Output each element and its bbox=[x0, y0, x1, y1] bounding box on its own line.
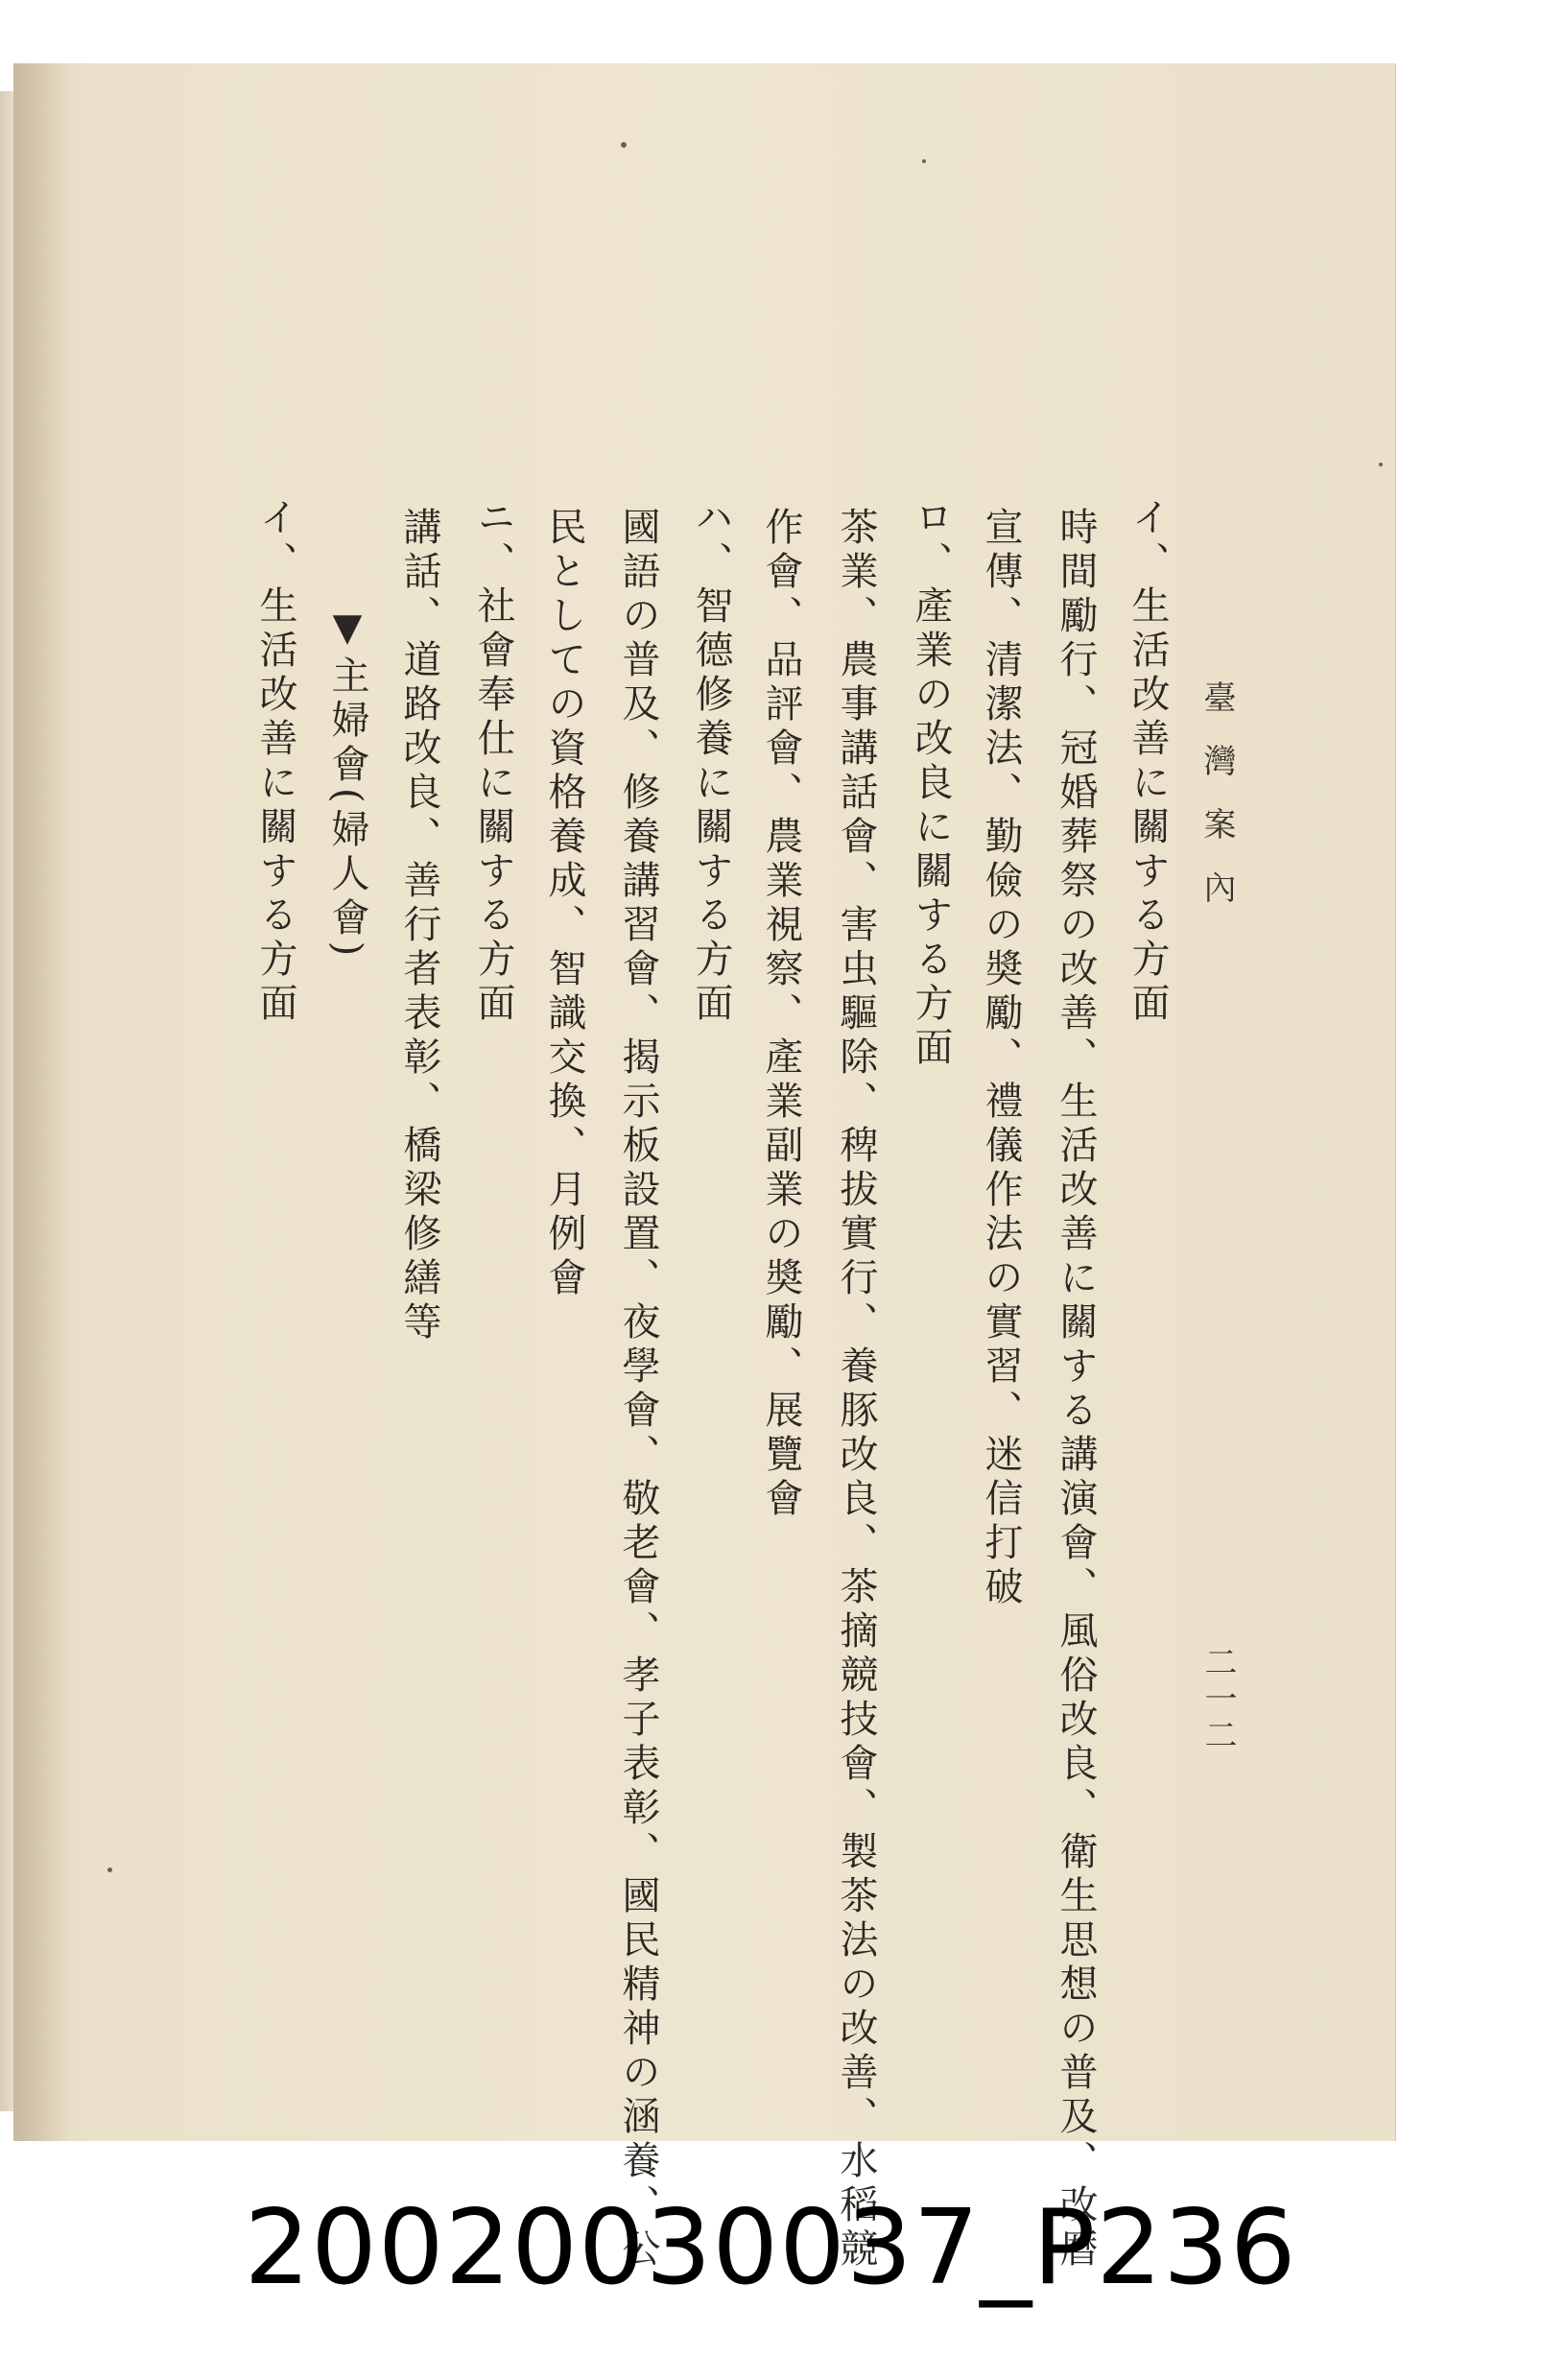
page-gutter-shadow bbox=[13, 63, 71, 2141]
section-heading-ni: ニ、社會奉仕に關する方面 bbox=[471, 497, 515, 1027]
print-speck bbox=[621, 142, 627, 148]
subsection-heading-housewives: ▼主婦會(婦人會) bbox=[325, 606, 369, 963]
text-column-7: 講話、道路改良、善行者表彰、橋梁修繕等 bbox=[397, 507, 441, 1345]
text-column-6: 民としての資格養成、智識交換、月例會 bbox=[542, 507, 586, 1301]
text-column-2: 宣傳、清潔法、勤儉の奬勵、禮儀作法の實習、迷信打破 bbox=[979, 507, 1023, 1610]
print-speck bbox=[107, 1868, 112, 1872]
section-heading-ro: ロ、產業の改良に關する方面 bbox=[909, 497, 953, 1071]
section-heading-i-2: イ、生活改善に關する方面 bbox=[253, 497, 297, 1027]
print-speck bbox=[922, 159, 926, 163]
page-number: 二一二 bbox=[1198, 1645, 1237, 1754]
text-column-3: 茶業、農事講話會、害虫驅除、稗拔實行、養豚改良、茶摘競技會、製茶法の改善、水稻競 bbox=[834, 507, 878, 2273]
running-header: 臺灣案內 bbox=[1197, 680, 1236, 934]
text-column-1: 時間勵行、冠婚葬祭の改善、生活改善に關する講演會、風俗改良、衛生思想の普及、改暦 bbox=[1054, 507, 1098, 2273]
section-heading-ha: ハ、智德修養に關する方面 bbox=[689, 497, 733, 1027]
print-speck bbox=[1379, 463, 1383, 466]
archive-id-label: 20020030037_P236 bbox=[244, 2188, 1297, 2308]
text-column-5: 國語の普及、修養講習會、揭示板設置、夜學會、敬老會、孝子表彰、國民精神の涵養、公 bbox=[616, 507, 660, 2273]
section-heading-i: イ、生活改善に關する方面 bbox=[1126, 497, 1170, 1027]
text-column-4: 作會、品評會、農業視察、產業副業の奬勵、展覽會 bbox=[759, 507, 803, 1522]
